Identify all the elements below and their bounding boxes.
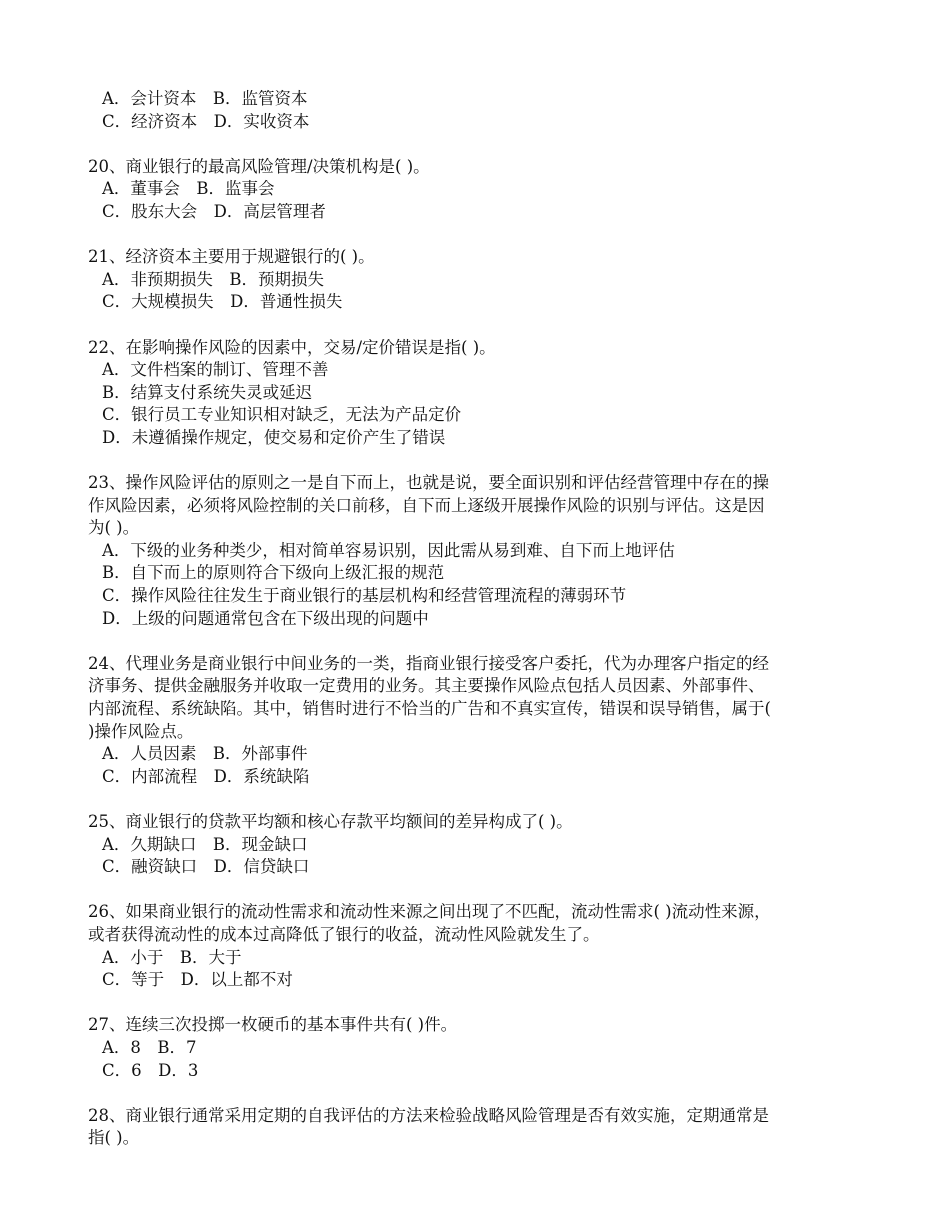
option-line: A．会计资本 B．监管资本 xyxy=(102,89,308,108)
question-28 xyxy=(88,1105,860,1150)
question-20 xyxy=(88,156,860,224)
question-stem: 济事务、提供金融服务并收取一定费用的业务。其主要操作风险点包括人员因素、外部事件、 xyxy=(88,676,765,696)
question-27 xyxy=(88,1014,860,1082)
question-stem: 21、经济资本主要用于规避银行的( )。 xyxy=(88,247,375,267)
question-25 xyxy=(88,811,860,879)
question-stem: 20、商业银行的最高风险管理/决策机构是( )。 xyxy=(88,156,430,176)
question-26 xyxy=(88,901,860,991)
question-stem: 23、操作风险评估的原则之一是自下而上，也就是说，要全面识别和评估经营管理中存在的操 xyxy=(88,473,769,493)
option-line: A．小于 B．大于 xyxy=(102,947,242,967)
question-stem: 指( )。 xyxy=(88,1128,140,1148)
question-stem: )操作风险点。 xyxy=(88,721,194,741)
document-page xyxy=(88,88,860,1173)
question-stem: 内部流程、系统缺陷。其中，销售时进行不恰当的广告和不真实宣传，错误和误导销售，属于( xyxy=(88,699,771,719)
option-line: C．股东大会 D．高层管理者 xyxy=(102,201,326,221)
question-stem: 作风险因素，必须将风险控制的关口前移，自下而上逐级开展操作风险的识别与评估。这是因 xyxy=(88,495,765,515)
option-line: A．下级的业务种类少，相对简单容易识别，因此需从易到难、自下而上地评估 xyxy=(102,540,675,560)
question-stem: 26、如果商业银行的流动性需求和流动性来源之间出现了不匹配，流动性需求( )流动性来源， xyxy=(88,902,771,922)
option-line: C．6 D．3 xyxy=(102,1060,199,1080)
question-stem: 28、商业银行通常采用定期的自我评估的方法来检验战略风险管理是否有效实施，定期通常是 xyxy=(88,1105,769,1125)
option-line: A．非预期损失 B．预期损失 xyxy=(102,269,325,289)
option-line: D．未遵循操作规定，使交易和定价产生了错误 xyxy=(102,427,446,447)
option-line: B．自下而上的原则符合下级向上级汇报的规范 xyxy=(102,563,445,583)
option-line: A．董事会 B．监事会 xyxy=(102,179,275,199)
option-line: C．等于 D．以上都不对 xyxy=(102,970,293,990)
option-line: A．人员因素 B．外部事件 xyxy=(102,744,308,764)
option-line: C．融资缺口 D．信贷缺口 xyxy=(102,857,310,877)
question-19-options xyxy=(88,88,860,133)
question-23 xyxy=(88,472,860,630)
question-24 xyxy=(88,653,860,789)
option-line: D．上级的问题通常包含在下级出现的问题中 xyxy=(102,608,429,628)
question-stem: 27、连续三次投掷一枚硬币的基本事件共有( )件。 xyxy=(88,1015,458,1035)
option-line: A．8 B．7 xyxy=(102,1037,197,1057)
option-line: C．大规模损失 D．普通性损失 xyxy=(102,292,343,312)
option-line: C．银行员工专业知识相对缺乏，无法为产品定价 xyxy=(102,405,462,425)
question-22 xyxy=(88,337,860,450)
question-21 xyxy=(88,246,860,314)
question-stem: 24、代理业务是商业银行中间业务的一类，指商业银行接受客户委托，代为办理客户指定的经 xyxy=(88,653,769,673)
option-line: C．操作风险往往发生于商业银行的基层机构和经营管理流程的薄弱环节 xyxy=(102,586,627,606)
question-stem: 22、在影响操作风险的因素中，交易/定价错误是指( )。 xyxy=(88,337,496,357)
option-line: C．经济资本 D．实收资本 xyxy=(102,111,310,131)
question-stem: 25、商业银行的贷款平均额和核心存款平均额间的差异构成了( )。 xyxy=(88,812,573,831)
option-line: B．结算支付系统失灵或延迟 xyxy=(102,382,313,402)
option-line: A．文件档案的制订、管理不善 xyxy=(102,360,329,380)
question-stem: 或者获得流动性的成本过高降低了银行的收益，流动性风险就发生了。 xyxy=(88,924,600,944)
option-line: C．内部流程 D．系统缺陷 xyxy=(102,766,310,786)
question-stem: 为( )。 xyxy=(88,518,140,538)
option-line: A．久期缺口 B．现金缺口 xyxy=(102,834,308,854)
